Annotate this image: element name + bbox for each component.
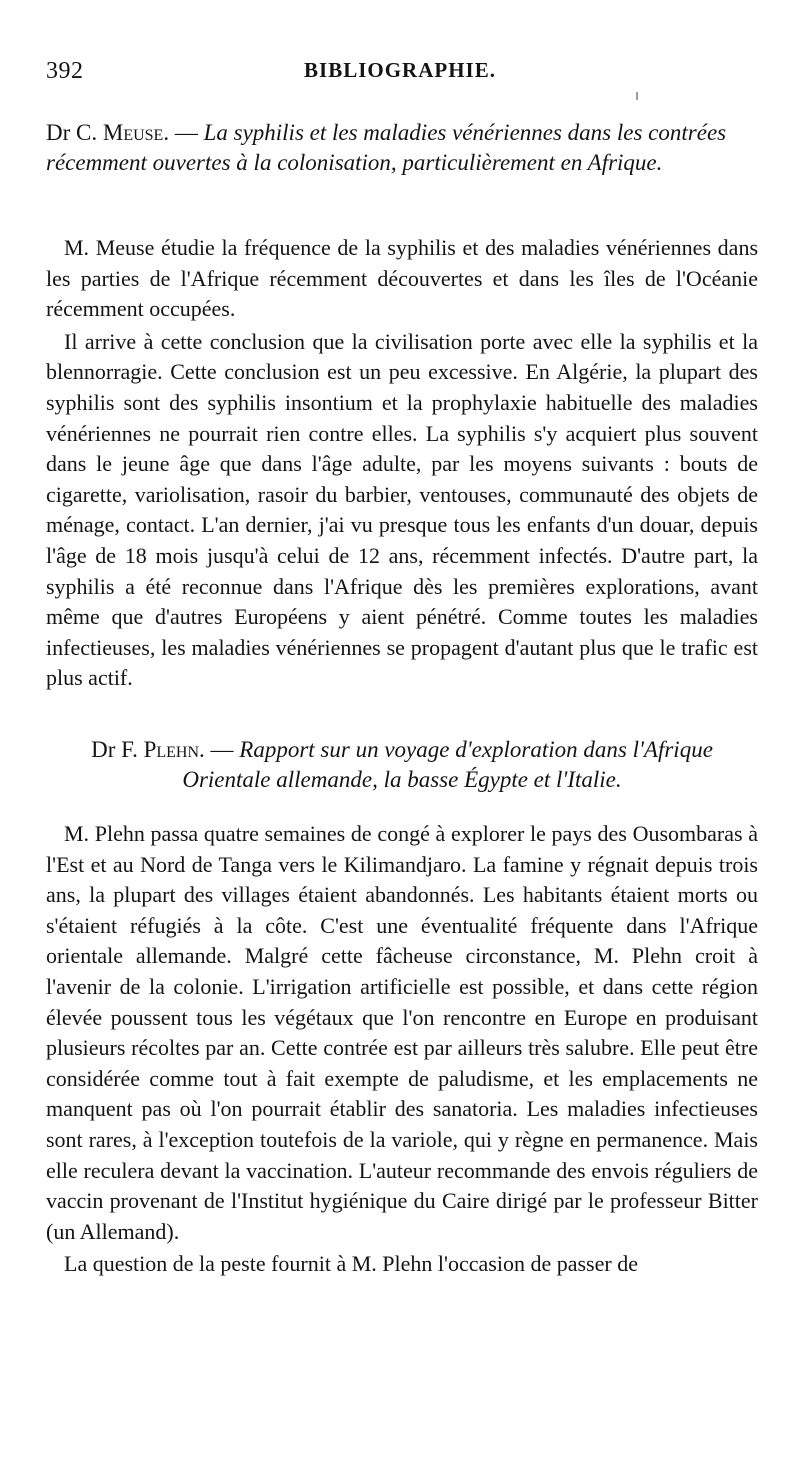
article-1-paragraph-1: M. Meuse étudie la fréquence de la syphilis et des maladies vénériennes dans les parties de l'Afrique récemment découvertes et dans les îles de l'Océanie récemment occupées. [46,235,758,322]
article-2-title: Rapport sur un voyage d'exploration dans l'Afrique Orientale allemande, la basse Égypte et l'Italie. [182,737,713,792]
article-2-heading [46,735,758,795]
page-number: 392 [46,58,84,84]
article-2-paragraph-1: M. Plehn passa quatre semaines de congé à explorer le pays des Ousombaras à l'Est et au Nord de Tanga vers le Kilimandjaro. La famine y régnait depuis trois ans, la plupart des villages étaient abandonnés. Les habitants étaient morts ou s'étaient réfugiés à la côte. C'est une éventualité fréquente dans l'Afrique orientale allemande. Malgré cette fâcheuse circonstance, M. Plehn croit à l'avenir de la colonie. L'irrigation artificielle est possible, et dans cette région élevée poussent tous les végétaux que l'on rencontre en Europe en produisant plusieurs récoltes par an. Cette contrée est par ailleurs très salubre. Elle peut être considérée comme tout à fait exempte de paludisme, et les emplacements ne manquent pas où l'on pourrait établir des sanatoria. Les maladies infectieuses sont rares, à l'exception toutefois de la variole, qui y règne en permanence. Mais elle reculera devant la vaccination. L'auteur recommande des envois réguliers de vaccin provenant de l'Institut hygiénique du Caire dirigé par le professeur Bitter (un Allemand). [46,821,758,1244]
article-2-paragraph-2: La question de la peste fournit à M. Plehn l'occasion de passer de [64,1251,638,1277]
article-2-dash: — [204,737,240,762]
article-1-author-prefix: Dr [46,120,71,145]
article-1-dash: — [169,120,204,145]
article-1-author: C. Meuse. [76,120,170,145]
article-2-author: F. Plehn. [121,737,205,762]
article-2-body [46,819,758,1280]
article-1-paragraph-2: Il arrive à cette conclusion que la civilisation porte avec elle la syphilis et la blennorragie. Cette conclusion est un peu excessive. En Algérie, la plupart des syphilis sont des syphilis insontium et la prophylaxie habituelle des maladies vénériennes ne pourrait rien contre elles. La syphilis s'y acquiert plus souvent dans le jeune âge que dans l'âge adulte, par les moyens suivants : bouts de cigarette, variolisation, rasoir du barbier, ventouses, communauté des objets de ménage, contact. L'an dernier, j'ai vu presque tous les enfants d'un douar, depuis l'âge de 18 mois jusqu'à celui de 12 ans, récemment infectés. D'autre part, la syphilis a été reconnue dans l'Afrique dès les premières explorations, avant même que d'autres Européens y aient pénétré. Comme toutes les maladies infectieuses, les maladies vénériennes se propagent d'autant plus que le trafic est plus actif. [46,328,758,691]
page-header [46,58,754,90]
article-1-title: La syphilis et les maladies vénériennes dans les contrées récemment ouvertes à la colonisation, particulièrement en Afrique. [46,120,727,175]
running-title: BIBLIOGRAPHIE. [304,58,496,82]
article-2-author-prefix: Dr [91,737,116,762]
article-1-heading [46,118,758,178]
article-1-body [46,233,758,694]
ink-mark [636,92,638,100]
